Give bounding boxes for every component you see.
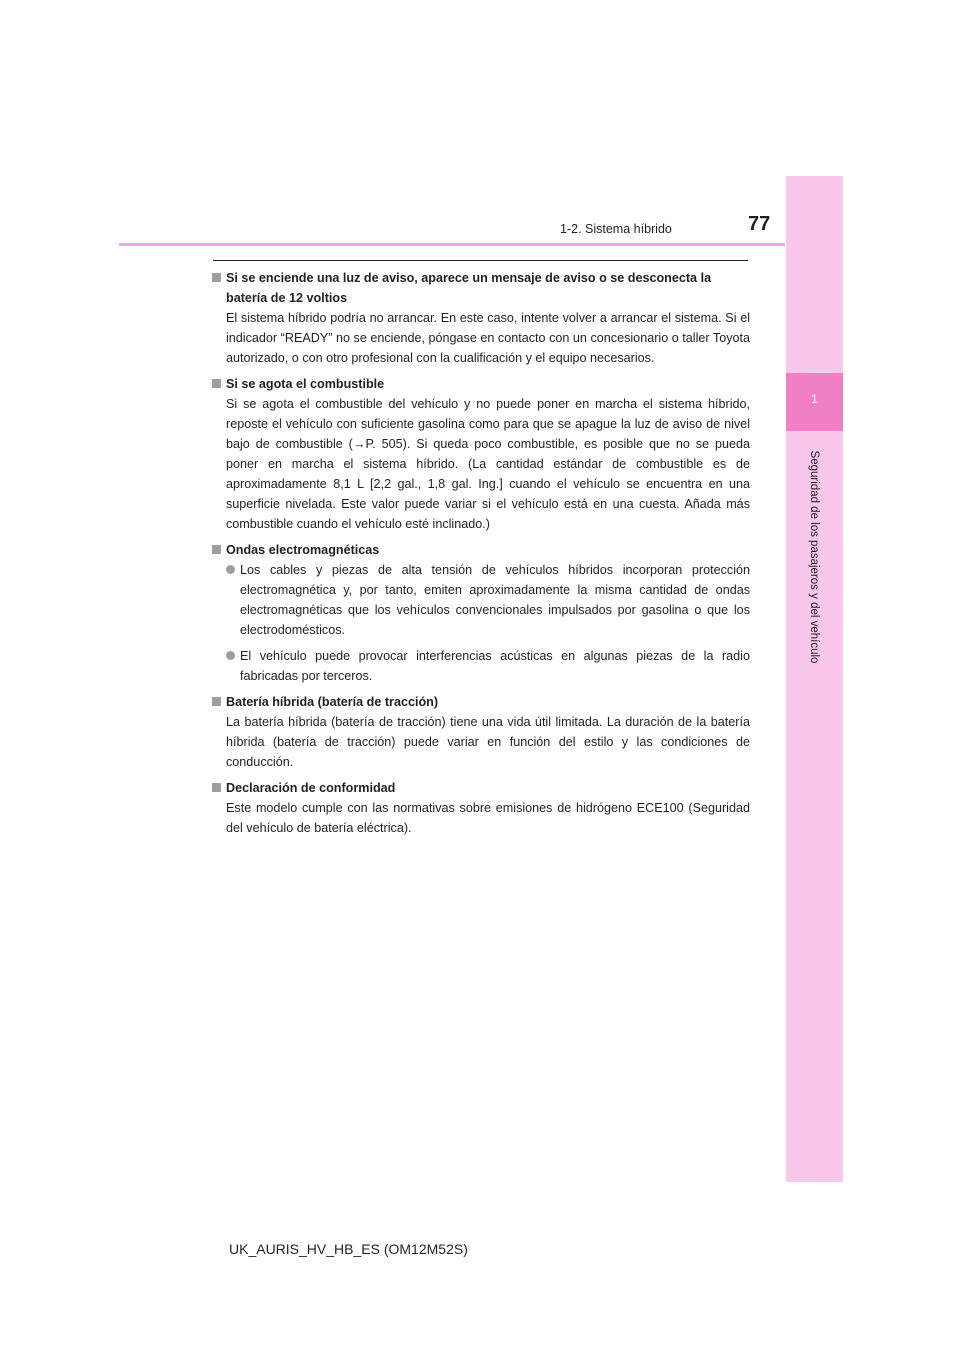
content-divider (213, 260, 748, 261)
page-number: 77 (748, 213, 771, 235)
list-item-text: El vehículo puede provocar interferencias acústicas en algunas piezas de la radio fabricadas por terceros. (240, 649, 750, 683)
section-heading: Si se enciende una luz de aviso, aparece un mensaje de aviso o se desconecta la batería de 12 voltios (226, 271, 712, 305)
round-bullet-icon (226, 565, 235, 574)
section-conformity (212, 778, 750, 838)
section-fuel (212, 374, 750, 534)
chapter-sidebar (786, 176, 843, 1182)
document-code: UK_AURIS_HV_HB_ES (OM12M52S) (229, 1241, 468, 1257)
square-bullet-icon (212, 697, 221, 706)
section-paragraph: La batería híbrida (batería de tracción) tiene una vida útil limitada. La duración de la batería híbrida (batería de tracción) puede variar en función del estilo y las condiciones de conducción. (226, 715, 750, 769)
chapter-title: Seguridad de los pasajeros y del vehículo (808, 450, 820, 664)
section-paragraph: El sistema híbrido podría no arrancar. En este caso, intente volver a arrancar el sistema. Si el indicador “READY” no se enciende, póngase en contacto con un concesionario o taller Toyota autorizado, o con otro profesional con la cualificación y el equipo necesarios. (226, 311, 750, 365)
section-hybrid-battery (212, 692, 750, 772)
section-title: 1-2. Sistema híbrido (560, 222, 672, 236)
section-heading: Declaración de conformidad (226, 781, 396, 795)
section-heading: Batería híbrida (batería de tracción) (226, 695, 439, 709)
section-heading: Ondas electromagnéticas (226, 543, 380, 557)
list-item (226, 560, 750, 640)
square-bullet-icon (212, 783, 221, 792)
section-warning-light (212, 268, 750, 368)
list-item-text: Los cables y piezas de alta tensión de vehículos híbridos incorporan protección electromagnética y, por tanto, emiten aproximadamente la misma cantidad de ondas electromagnéticas que los vehículos convencionales impulsados por gasolina o que los electrodomésticos. (240, 563, 750, 637)
page-content (212, 268, 750, 844)
square-bullet-icon (212, 273, 221, 282)
section-paragraph: Este modelo cumple con las normativas sobre emisiones de hidrógeno ECE100 (Seguridad del vehículo de batería eléctrica). (226, 801, 750, 835)
list-item (226, 646, 750, 686)
round-bullet-icon (226, 651, 235, 660)
section-heading: Si se agota el combustible (226, 377, 385, 391)
chapter-number: 1 (811, 392, 818, 406)
section-paragraph: Si se agota el combustible del vehículo y no puede poner en marcha el sistema híbrido, reposte el vehículo con suficiente gasolina como para que se apague la luz de aviso de nivel bajo de combustible (→P. 505). Si queda poco combustible, es posible que no se pueda poner en marcha el sistema híbrido. (La cantidad estándar de combustible es de aproximadamente 8,1 L [2,2 gal., 1,8 gal. Ing.] cuando el vehículo se encuentra en una superficie nivelada. Este valor puede variar si el vehículo está en una cuesta. Añada más combustible cuando el vehículo esté inclinado.) (226, 397, 750, 531)
square-bullet-icon (212, 545, 221, 554)
section-electromagnetic-waves (212, 540, 750, 686)
header-rule (119, 243, 785, 246)
square-bullet-icon (212, 379, 221, 388)
